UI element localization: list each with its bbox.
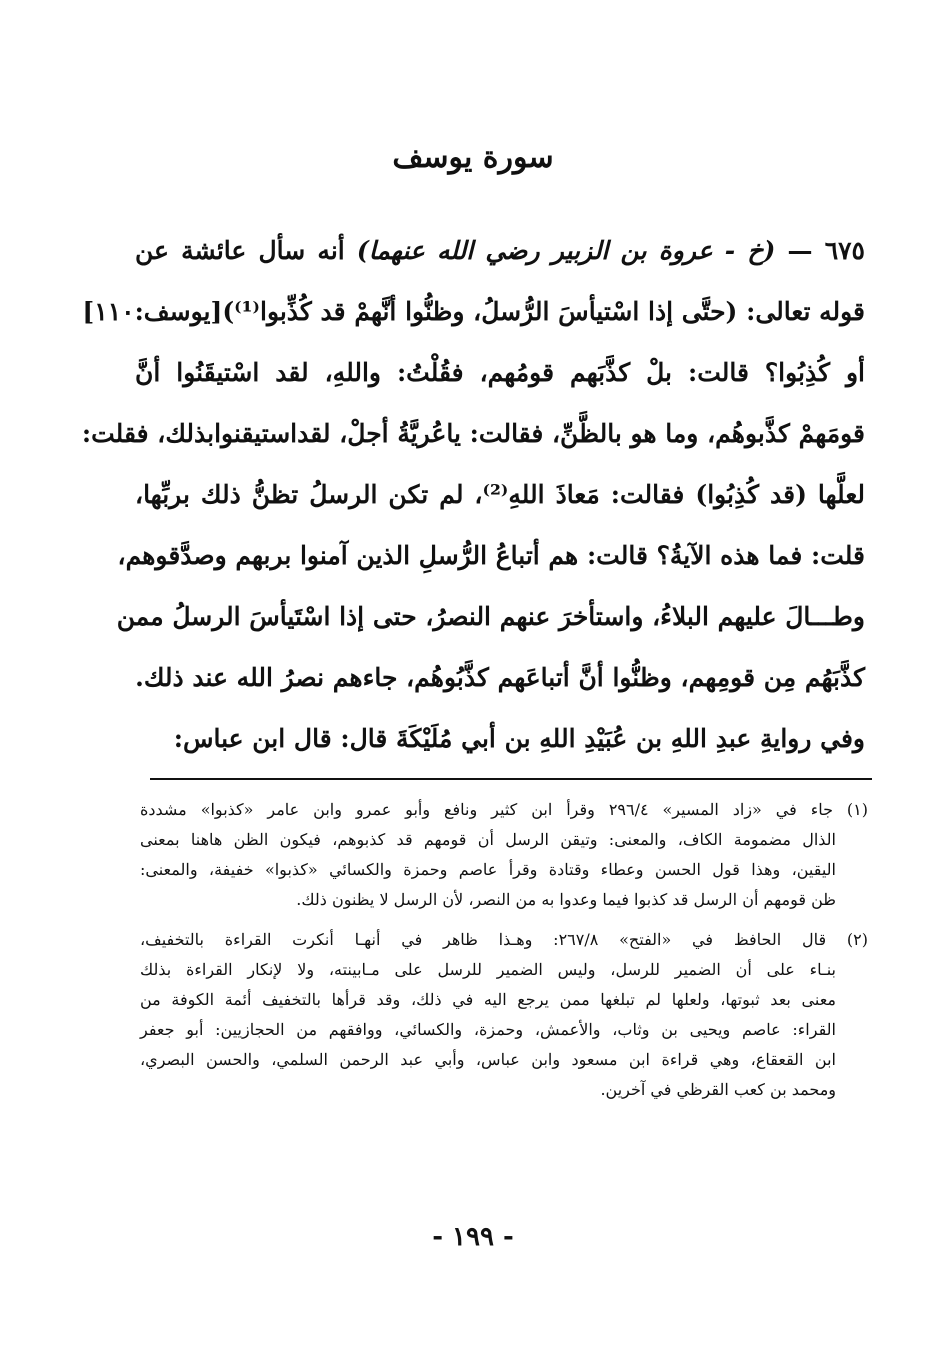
narrator-mark: (خ - عروة بن الزبير رضي الله عنهما)	[356, 236, 776, 265]
footnote-line: ابن القعقاع، وهي قراءة ابن مسعود وابن عباس، وأبي عبد الرحمن السلمي، والحسن البصري،	[140, 1050, 836, 1069]
footnote-line: القراء: عاصم ويحيى بن وثاب، والأعمش، وحمزة، والكسائي، ووافقهم من الحجازيين: أبو جعفر	[140, 1020, 836, 1039]
footnote-1	[140, 795, 868, 915]
hadith-line: وفي روايةِ عبدِ اللهِ بن عُبَيْدِ اللهِ بن أبي مُلَيْكَةَ قال: قال ابن عباس:	[173, 724, 865, 753]
footnote-line: الذال مضمومة الكاف، والمعنى: وتيقن الرسل أن قومهم قد كذبوهم، فيكون الظن هاهنا بمعنى	[140, 830, 837, 849]
hadith-line: كذَّبَهُم مِن قومِهم، وظنُّوا أنَّ أتباعَهم كذَّبُوهُم، جاءهم نصرُ الله عند ذلك.	[135, 663, 865, 692]
hadith-number: ٦٧٥	[824, 236, 865, 265]
hadith-line: ٦٧٥ — (خ - عروة بن الزبير رضي الله عنهما) أنه سأل عائشة عن	[135, 236, 865, 265]
footnote-divider	[150, 778, 872, 780]
hadith-line: قوله تعالى: (حتَّى إذا اسْتيأسَ الرُّسلُ، وظنُّوا أنَّهمْ قد كُذِّبوا⁽¹⁾)[يوسف:١١٠]	[82, 297, 865, 326]
footnote-line: (١) جاء في «زاد المسير» ٢٩٦/٤ وقرأ ابن كثير ونافع وأبو عمرو وابن عامر «كذبوا» مشددة	[140, 800, 869, 819]
hadith-line-text: أنه سأل عائشة عن	[135, 236, 345, 265]
footnote-2	[140, 925, 868, 1105]
hadith-line: قلت: فما هذه الآيةُ؟ قالت: هم أتباعُ الرُّسلِ الذين آمنوا بربهم وصدَّقوهم،	[117, 541, 865, 570]
page-number: - ١٩٩ -	[432, 1222, 514, 1252]
footnote-line: ومحمد بن كعب القرظي في آخرين.	[600, 1080, 836, 1099]
footnote-line: بنـاء على أن الضمير للرسل، وليس الضمير للرسل على مـابينته، ولا لإنكار القراءة بذلك	[140, 960, 836, 979]
footnotes	[140, 795, 868, 1105]
hadith-line: وطـــالَ عليهم البلاءُ، واستأخرَ عنهم النصرُ، حتى إذا اسْتَيأسَ الرسلُ ممن	[116, 602, 865, 631]
hadith-line: قومَهمْ كذَّبوهُم، وما هو بالظَّنِّ، فقالت: ياعُريَّةُ أجلْ، لقداستيقنوابذلك، فقلت:	[81, 419, 865, 448]
hadith-body	[81, 220, 865, 769]
footnote-line: ظن قومهم أن الرسل قد كذبوا فيما وعدوا به من النصر، لأن الرسل لا يظنون ذلك.	[296, 890, 836, 909]
footnote-line: (٢) قال الحافظ في «الفتح» ٢٦٧/٨: وهـذا ظاهر في أنهـا أنكرت القراءة بالتخفيف،	[140, 930, 869, 949]
footnote-line: معنى بعد ثبوتها، ولعلها لم تبلغها ممن يرجع اليه في ذلك، وقد قرأها بالتخفيف أئمة الكوفة من	[140, 990, 836, 1009]
hadith-line: لعلَّها (قد كُذِبُوا) فقالت: مَعاذَ اللهِ⁽²⁾، لم تكن الرسلُ تظنُّ ذلك بربِّها،	[135, 480, 865, 509]
footnote-line: اليقين، وهذا قول الحسن وعطاء وقتادة وقرأ عاصم وحمزة والكسائي «كذبوا» خفيفة، والمعنى:	[140, 860, 836, 879]
surah-title: سورة يوسف	[392, 140, 554, 175]
hadith-line: أو كُذِبُوا؟ قالت: بلْ كذَّبَهم قومُهم، فقُلْتُ: واللهِ، لقد اسْتيقَنُوا أنَّ	[135, 358, 865, 387]
